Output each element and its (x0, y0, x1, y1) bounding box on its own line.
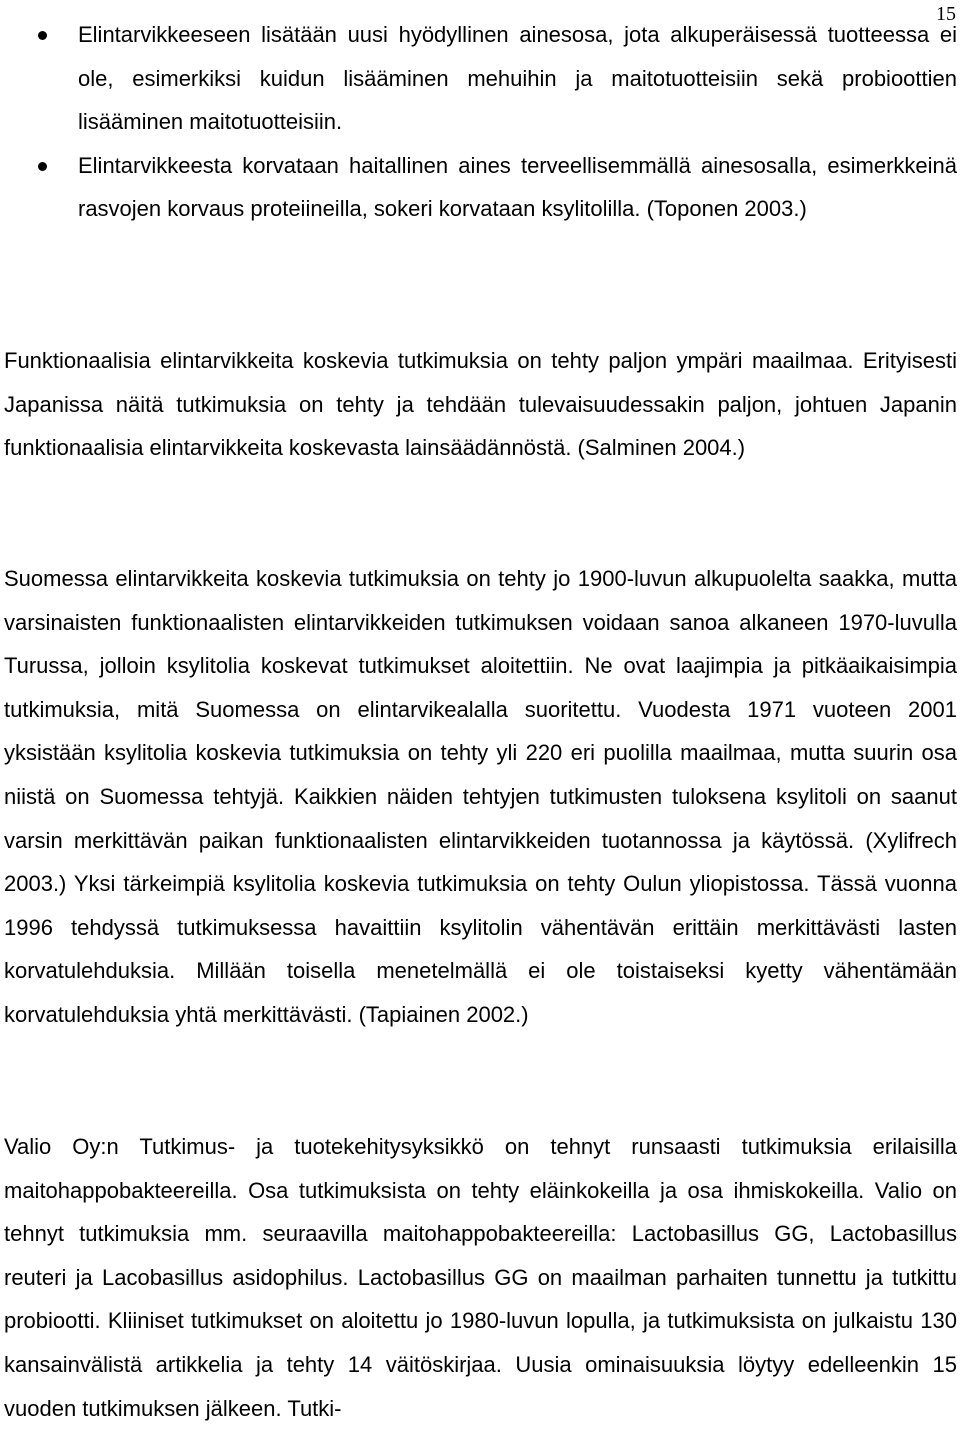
paragraph-research-worldwide: Funktionaalisia elintarvikkeita koskevia tutkimuksia on tehty paljon ympäri maailmaa. Erityisesti Japanissa näitä tutkimuksia on tehty ja tehdään tulevaisuudessakin paljon, johtuen Japanin funktionaalisia elintarvikkeita koskevasta lainsäädännöstä. (Salminen 2004.) (4, 348, 957, 461)
bullet-item (0, 144, 957, 231)
bullet-list (0, 13, 957, 231)
bullet-item (0, 13, 957, 144)
page-number: 15 (936, 3, 956, 25)
bullet-dot-icon (38, 31, 47, 40)
paragraph-valio-research: Valio Oy:n Tutkimus- ja tuotekehitysyksikkö on tehnyt runsaasti tutkimuksia erilaisilla maitohappobakteereilla. Osa tutkimuksista on tehty eläinkokeilla ja osa ihmiskokeilla. Valio on tehnyt tutkimuksia mm. seuraavilla maitohappobakteereilla: Lactobasillus GG, Lactobasillus reuteri ja Lacobasillus asidophilus. Lactobasillus GG on maailman parhaiten tunnettu ja tutkittu probiootti. Kliiniset tutkimukset on aloitettu jo 1980-luvun lopulla, ja tutkimuksista on julkaistu 130 kansainvälistä artikkelia ja tehty 14 väitöskirjaa. Uusia ominaisuuksia löytyy edelleenkin 15 vuoden tutkimuksen jälkeen. Tutki- (4, 1134, 957, 1421)
bullet-dot-icon (38, 162, 47, 171)
bullet-text: Elintarvikkeesta korvataan haitallinen aines terveellisemmällä ainesosalla, esimerkkeinä rasvojen korvaus proteiineilla, sokeri korvataan ksylitolilla. (Toponen 2003.) (78, 152, 957, 222)
paragraph-research-finland: Suomessa elintarvikkeita koskevia tutkimuksia on tehty jo 1900-luvun alkupuolelta saakka, mutta varsinaisten funktionaalisten elintarvikkeiden tutkimuksen voidaan sanoa alkaneen 1970-luvulla Turussa, jolloin ksylitolia koskevat tutkimukset aloitettiin. Ne ovat laajimpia ja pitkäaikaisimpia tutkimuksia, mitä Suomessa on elintarvikealalla suoritettu. Vuodesta 1971 vuoteen 2001 yksistään ksylitolia koskevia tutkimuksia on tehty yli 220 eri puolilla maailmaa, mutta suurin osa niistä on Suomessa tehtyjä. Kaikkien näiden tehtyjen tutkimusten tuloksena ksylitoli on saanut varsin merkittävän paikan funktionaalisten elintarvikkeiden tuotannossa ja käytössä. (Xylifrech 2003.) Yksi tärkeimpiä ksylitolia koskevia tutkimuksia on tehty Oulun yliopistossa. Tässä vuonna 1996 tehdyssä tutkimuksessa havaittiin ksylitolin vähentävän erittäin merkittävästi lasten korvatulehduksia. Millään toisella menetelmällä ei ole toistaiseksi kyetty vähentämään korvatulehduksia yhtä merkittävästi. (Tapiainen 2002.) (4, 566, 957, 1027)
bullet-text: Elintarvikkeeseen lisätään uusi hyödyllinen ainesosa, jota alkuperäisessä tuotteessa ei ole, esimerkiksi kuidun lisääminen mehuihin ja maitotuotteisiin sekä probioottien lisääminen maitotuotteisiin. (78, 22, 957, 135)
